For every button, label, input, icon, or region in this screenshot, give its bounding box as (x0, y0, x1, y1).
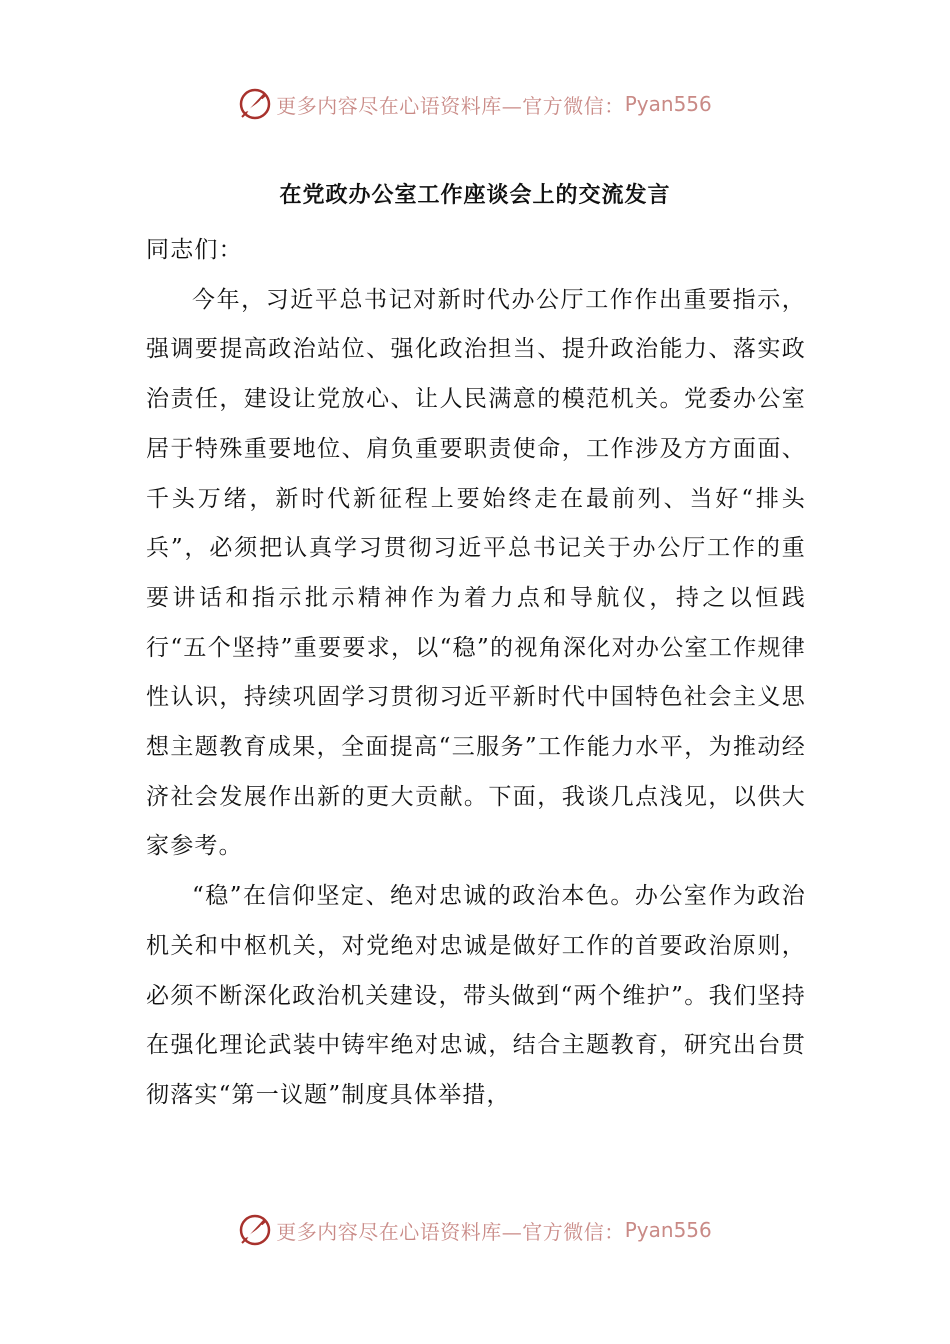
paragraph: 今年，习近平总书记对新时代办公厅工作作出重要指示，强调要提高政治站位、强化政治担当、提升政治能力、落实政治责任，建设让党放心、让人民满意的模范机关。党委办公室居于特殊重要地位、肩负重要职责使命，工作涉及方方面面、千头万绪，新时代新征程上要始终走在最前列、当好“排头兵”，必须把认真学习贯彻习近平总书记关于办公厅工作的重要讲话和指示批示精神作为着力点和导航仪，持之以恒践行“五个坚持”重要要求，以“稳”的视角深化对办公室工作规律性认识，持续巩固学习贯彻习近平新时代中国特色社会主义思想主题教育成果，全面提高“三服务”工作能力水平，为推动经济社会发展作出新的更大贡献。下面，我谈几点浅见，以供大家参考。 (146, 286, 806, 860)
watermark-text: 更多内容尽在心语资料库—官方微信： (276, 93, 625, 118)
quill-logo-icon (238, 1213, 272, 1247)
paragraph: “稳”在信仰坚定、绝对忠诚的政治本色。办公室作为政治机关和中枢机关，对党绝对忠诚是做好工作的首要政治原则，必须不断深化政治机关建设，带头做到“两个维护”。我们坚持在强化理论武装中铸牢绝对忠诚，结合主题教育，研究出台贯彻落实“第一议题”制度具体举措， (146, 883, 806, 1108)
document-body (146, 226, 806, 1121)
watermark-account: Pyan556 (624, 1218, 712, 1242)
quill-logo-icon (238, 87, 272, 121)
document-title: 在党政办公室工作座谈会上的交流发言 (279, 183, 671, 208)
watermark-header (0, 84, 950, 124)
watermark-text: 更多内容尽在心语资料库—官方微信： (276, 1219, 625, 1244)
watermark-account: Pyan556 (624, 92, 712, 116)
watermark-footer (0, 1210, 950, 1250)
salutation: 同志们： (146, 237, 243, 263)
